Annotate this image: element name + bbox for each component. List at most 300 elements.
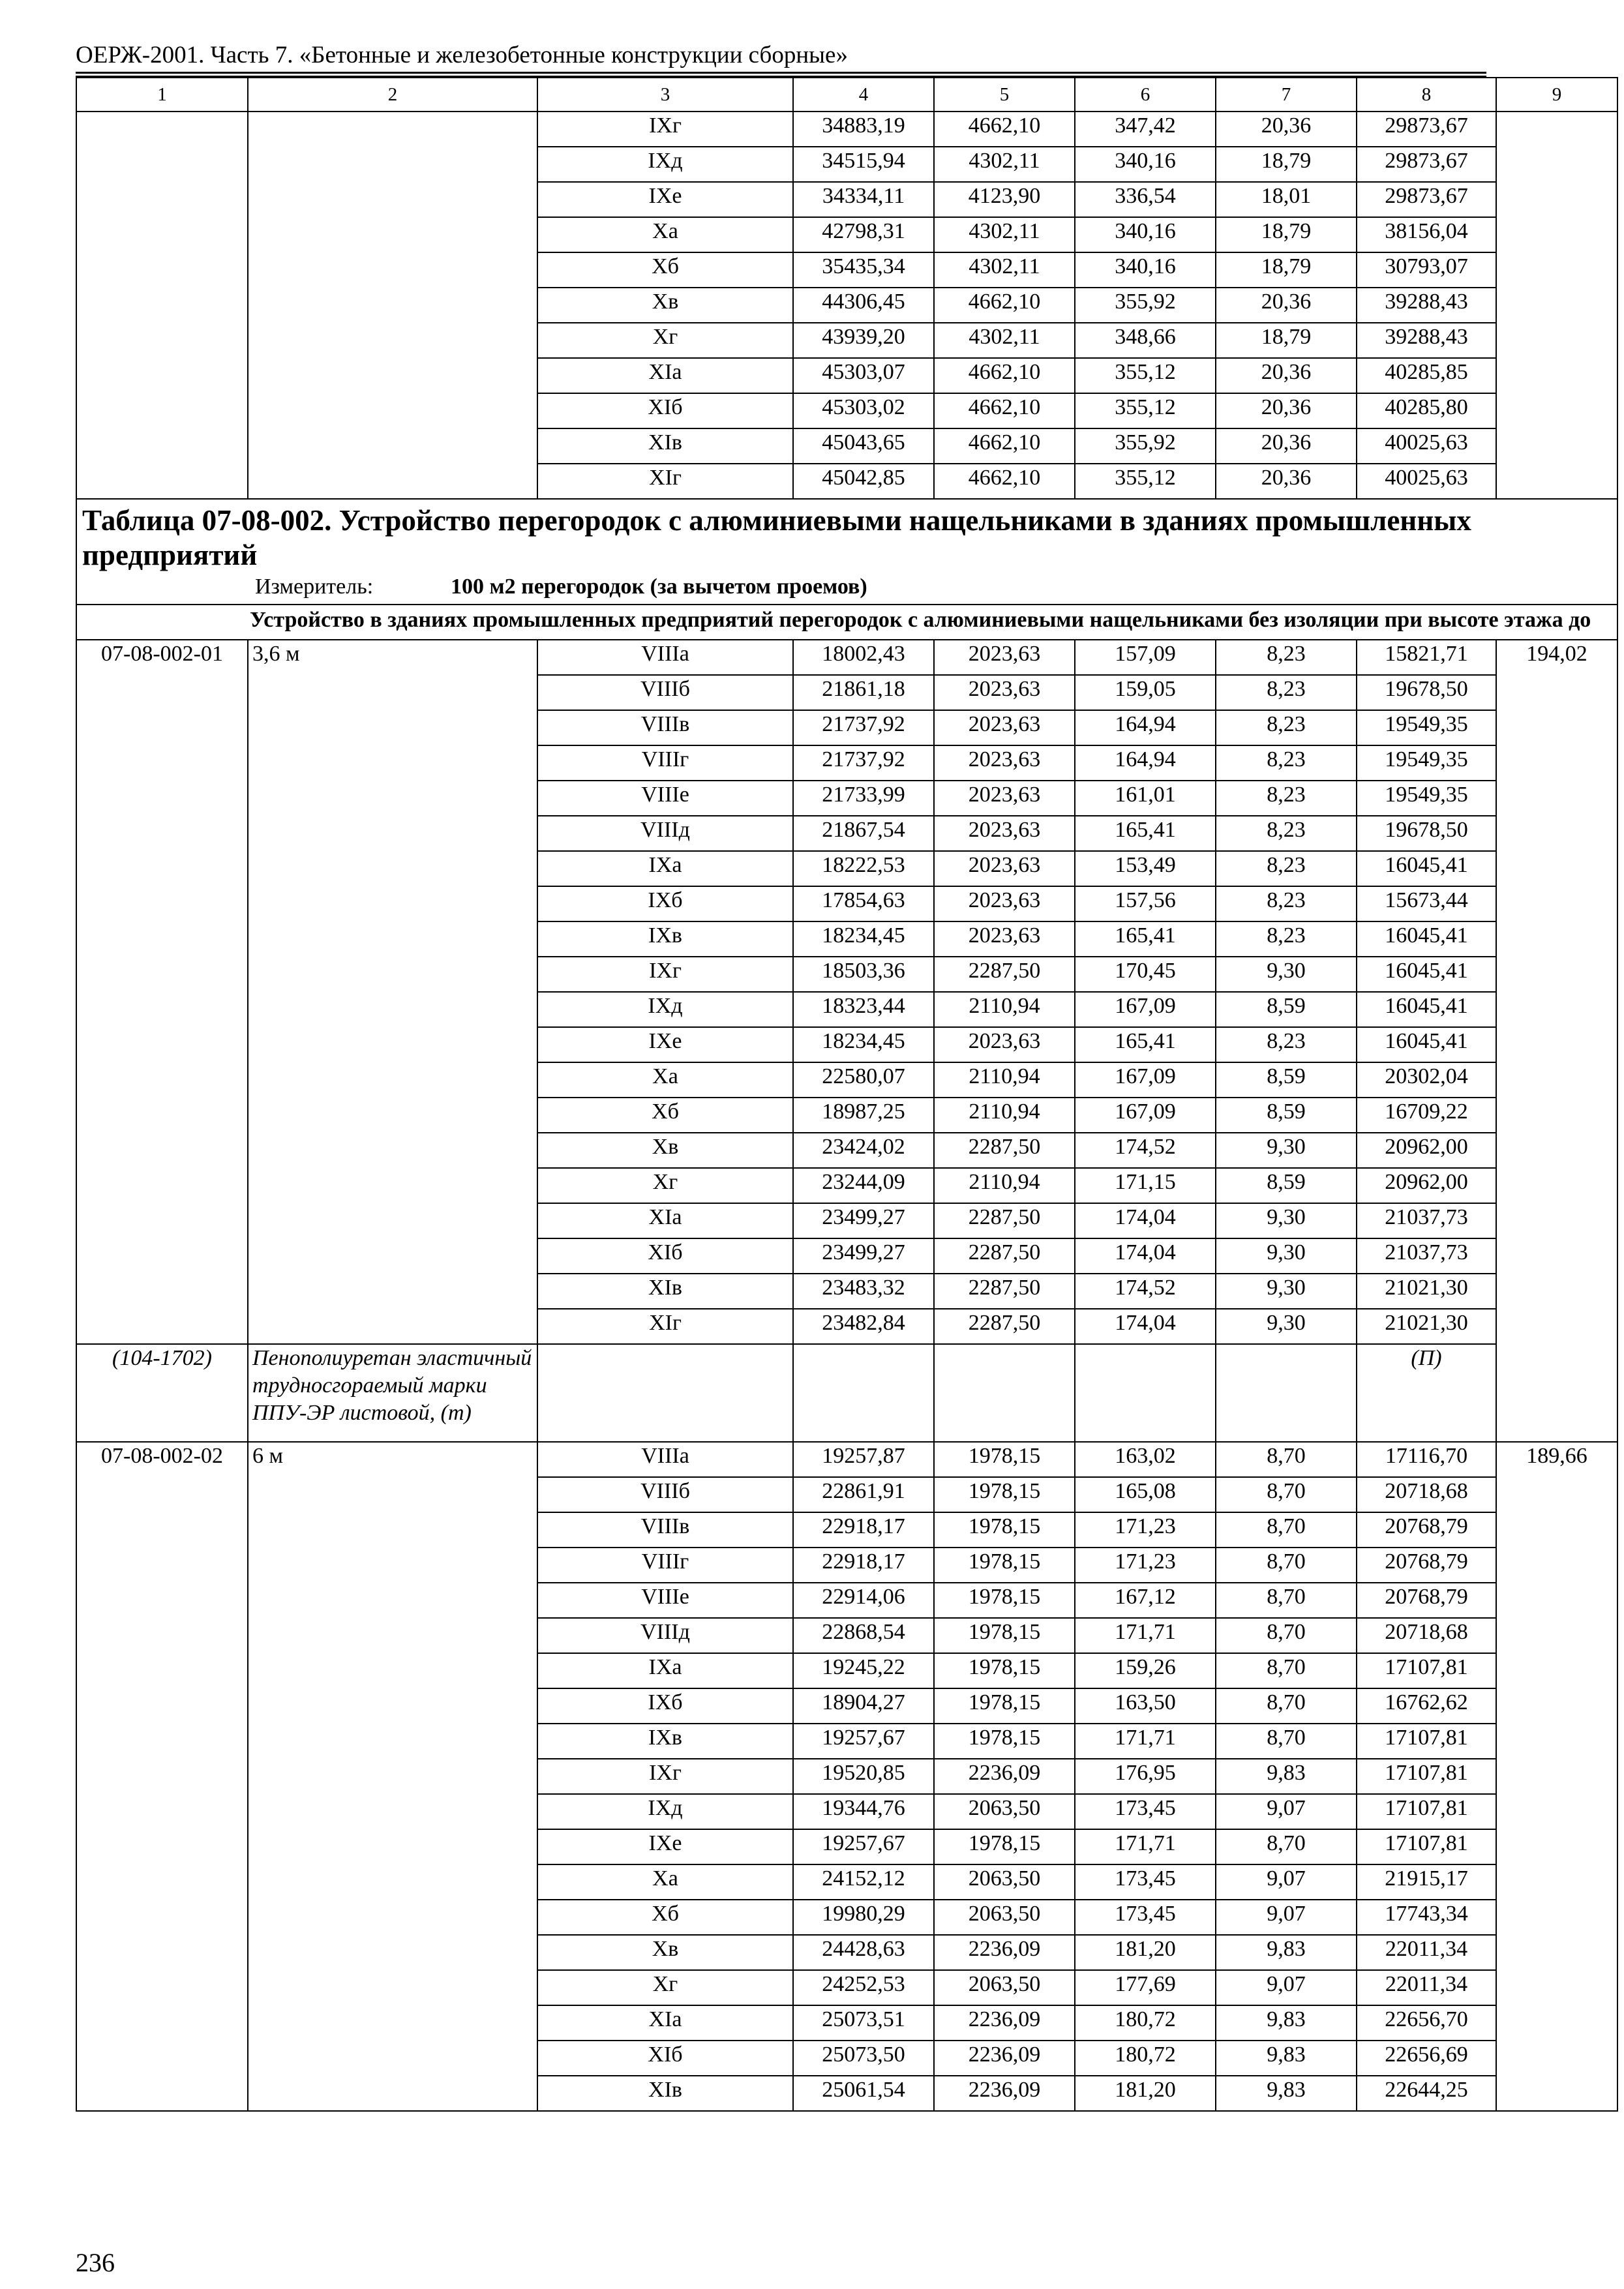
value-cell: 18,01	[1216, 182, 1357, 217]
name-cell-empty	[248, 710, 537, 745]
value-cell: 159,26	[1075, 1653, 1216, 1688]
value-cell: 19245,22	[793, 1653, 934, 1688]
value-cell: 18002,43	[793, 640, 934, 675]
value-cell: 4302,11	[934, 147, 1075, 182]
column-number: 5	[934, 78, 1075, 112]
value-cell: 8,59	[1216, 992, 1357, 1027]
value-cell: 19257,67	[793, 1829, 934, 1864]
zone-cell: IXг	[537, 1759, 793, 1794]
value-cell: 20,36	[1216, 288, 1357, 323]
table-row	[76, 992, 1617, 1027]
value-cell: 174,04	[1075, 1309, 1216, 1344]
name-cell-empty	[248, 992, 537, 1027]
value-cell: 171,71	[1075, 1724, 1216, 1759]
zone-cell: Xг	[537, 323, 793, 358]
measure-label: Измеритель:	[255, 575, 374, 599]
value-cell: 44306,45	[793, 288, 934, 323]
value-cell: 21021,30	[1357, 1274, 1496, 1309]
value-cell: 9,83	[1216, 2076, 1357, 2111]
value-cell: 40025,63	[1357, 428, 1496, 464]
value-cell: 20962,00	[1357, 1168, 1496, 1203]
code-cell-empty	[76, 1168, 248, 1203]
value-cell: 22580,07	[793, 1062, 934, 1098]
zone-cell: VIIIб	[537, 675, 793, 710]
value-cell: 20,36	[1216, 464, 1357, 499]
zone-cell: Xб	[537, 1900, 793, 1935]
material-col8: (П)	[1357, 1344, 1496, 1442]
value-cell: 8,70	[1216, 1618, 1357, 1653]
zone-cell: XIв	[537, 428, 793, 464]
code-cell-empty	[76, 957, 248, 992]
zone-cell: XIб	[537, 2041, 793, 2076]
value-cell: 34883,19	[793, 112, 934, 147]
item-col9: 189,66	[1496, 1442, 1617, 2111]
value-cell: 34515,94	[793, 147, 934, 182]
table-row	[76, 921, 1617, 957]
value-cell: 4302,11	[934, 217, 1075, 252]
value-cell: 347,42	[1075, 112, 1216, 147]
value-cell: 2287,50	[934, 1238, 1075, 1274]
value-cell: 8,59	[1216, 1098, 1357, 1133]
value-cell: 4662,10	[934, 112, 1075, 147]
value-cell: 22011,34	[1357, 1935, 1496, 1970]
value-cell: 19520,85	[793, 1759, 934, 1794]
value-cell: 29873,67	[1357, 182, 1496, 217]
value-cell: 2236,09	[934, 2005, 1075, 2041]
table-row	[76, 957, 1617, 992]
value-cell: 2110,94	[934, 1098, 1075, 1133]
code-cell-empty	[76, 816, 248, 851]
value-cell: 18904,27	[793, 1688, 934, 1724]
value-cell: 2023,63	[934, 851, 1075, 886]
name-cell-empty	[248, 886, 537, 921]
name-cell-empty	[248, 816, 537, 851]
zone-cell: VIIIе	[537, 1583, 793, 1618]
value-cell: 159,05	[1075, 675, 1216, 710]
column-number: 7	[1216, 78, 1357, 112]
value-cell: 2287,50	[934, 1203, 1075, 1238]
value-cell: 9,30	[1216, 1133, 1357, 1168]
table-row	[76, 1168, 1617, 1203]
zone-cell: VIIIд	[537, 816, 793, 851]
code-cell-empty	[76, 745, 248, 781]
value-cell: 1978,15	[934, 1583, 1075, 1618]
value-cell: 2023,63	[934, 886, 1075, 921]
value-cell: 15821,71	[1357, 640, 1496, 675]
value-cell: 17107,81	[1357, 1653, 1496, 1688]
zone-cell: IXд	[537, 992, 793, 1027]
value-cell: 17107,81	[1357, 1829, 1496, 1864]
value-cell: 8,70	[1216, 1442, 1357, 1477]
value-cell: 39288,43	[1357, 323, 1496, 358]
zone-cell: VIIIг	[537, 1548, 793, 1583]
value-cell: 20302,04	[1357, 1062, 1496, 1098]
value-cell: 355,12	[1075, 393, 1216, 428]
value-cell: 43939,20	[793, 323, 934, 358]
value-cell: 8,70	[1216, 1583, 1357, 1618]
value-cell: 17854,63	[793, 886, 934, 921]
value-cell: 22656,69	[1357, 2041, 1496, 2076]
item-code: 07-08-002-02	[76, 1442, 248, 2111]
value-cell: 9,83	[1216, 1759, 1357, 1794]
name-cell-empty	[248, 1203, 537, 1238]
name-cell-empty	[248, 1274, 537, 1309]
value-cell: 21037,73	[1357, 1238, 1496, 1274]
value-cell: 23482,84	[793, 1309, 934, 1344]
column-number: 9	[1496, 78, 1617, 112]
value-cell: 25061,54	[793, 2076, 934, 2111]
value-cell: 177,69	[1075, 1970, 1216, 2005]
value-cell: 9,83	[1216, 1935, 1357, 1970]
value-cell: 18222,53	[793, 851, 934, 886]
value-cell: 23499,27	[793, 1238, 934, 1274]
value-cell: 19678,50	[1357, 675, 1496, 710]
value-cell: 20768,79	[1357, 1548, 1496, 1583]
value-cell: 8,70	[1216, 1688, 1357, 1724]
material-empty-cell	[793, 1344, 934, 1442]
value-cell: 355,12	[1075, 358, 1216, 393]
value-cell: 23424,02	[793, 1133, 934, 1168]
code-cell-empty	[76, 992, 248, 1027]
zone-cell: IXд	[537, 1794, 793, 1829]
value-cell: 18323,44	[793, 992, 934, 1027]
material-empty-cell	[1216, 1344, 1357, 1442]
value-cell: 355,92	[1075, 428, 1216, 464]
name-cell-empty	[248, 781, 537, 816]
name-cell-empty	[248, 1238, 537, 1274]
value-cell: 18987,25	[793, 1098, 934, 1133]
value-cell: 174,04	[1075, 1238, 1216, 1274]
value-cell: 8,23	[1216, 745, 1357, 781]
zone-cell: IXе	[537, 1027, 793, 1062]
value-cell: 20718,68	[1357, 1618, 1496, 1653]
measure-value: 100 м2 перегородок (за вычетом проемов)	[451, 575, 867, 599]
value-cell: 18234,45	[793, 921, 934, 957]
value-cell: 9,07	[1216, 1864, 1357, 1900]
value-cell: 22861,91	[793, 1477, 934, 1512]
value-cell: 165,41	[1075, 816, 1216, 851]
value-cell: 17743,34	[1357, 1900, 1496, 1935]
material-code: (104-1702)	[76, 1344, 248, 1442]
value-cell: 355,12	[1075, 464, 1216, 499]
value-cell: 355,92	[1075, 288, 1216, 323]
value-cell: 174,52	[1075, 1274, 1216, 1309]
value-cell: 20,36	[1216, 428, 1357, 464]
code-cell-empty	[76, 1027, 248, 1062]
value-cell: 176,95	[1075, 1759, 1216, 1794]
material-empty-cell	[537, 1344, 793, 1442]
item-name: 6 м	[248, 1442, 537, 2111]
value-cell: 9,83	[1216, 2041, 1357, 2076]
value-cell: 19678,50	[1357, 816, 1496, 851]
value-cell: 21021,30	[1357, 1309, 1496, 1344]
zone-cell: VIIIв	[537, 710, 793, 745]
value-cell: 181,20	[1075, 2076, 1216, 2111]
value-cell: 16762,62	[1357, 1688, 1496, 1724]
value-cell: 30793,07	[1357, 252, 1496, 288]
value-cell: 2023,63	[934, 781, 1075, 816]
section-description-row	[76, 605, 1617, 640]
value-cell: 15673,44	[1357, 886, 1496, 921]
value-cell: 2023,63	[934, 640, 1075, 675]
table-title: Таблица 07-08-002. Устройство перегородок с алюминиевыми нащельниками в зданиях промышленных предприятий	[82, 504, 1471, 571]
value-cell: 336,54	[1075, 182, 1216, 217]
code-cell-empty	[76, 1274, 248, 1309]
table-row	[76, 1238, 1617, 1274]
code-cell-empty	[76, 1203, 248, 1238]
value-cell: 181,20	[1075, 1935, 1216, 1970]
value-cell: 165,41	[1075, 1027, 1216, 1062]
value-cell: 2023,63	[934, 921, 1075, 957]
value-cell: 2287,50	[934, 1309, 1075, 1344]
value-cell: 8,70	[1216, 1548, 1357, 1583]
value-cell: 19344,76	[793, 1794, 934, 1829]
zone-cell: VIIIд	[537, 1618, 793, 1653]
value-cell: 8,23	[1216, 781, 1357, 816]
value-cell: 40025,63	[1357, 464, 1496, 499]
value-cell: 21737,92	[793, 745, 934, 781]
item-code: 07-08-002-01	[76, 640, 248, 675]
value-cell: 173,45	[1075, 1900, 1216, 1935]
value-cell: 2023,63	[934, 816, 1075, 851]
column-number: 2	[248, 78, 537, 112]
item-name: 3,6 м	[248, 640, 537, 675]
value-cell: 16709,22	[1357, 1098, 1496, 1133]
zone-cell: IXа	[537, 851, 793, 886]
value-cell: 2110,94	[934, 1168, 1075, 1203]
value-cell: 40285,85	[1357, 358, 1496, 393]
table-row	[76, 1027, 1617, 1062]
value-cell: 8,23	[1216, 640, 1357, 675]
value-cell: 340,16	[1075, 252, 1216, 288]
code-cell-empty	[76, 112, 248, 499]
value-cell: 171,15	[1075, 1168, 1216, 1203]
column-number: 3	[537, 78, 793, 112]
value-cell: 22656,70	[1357, 2005, 1496, 2041]
value-cell: 2023,63	[934, 675, 1075, 710]
zone-cell: XIг	[537, 464, 793, 499]
value-cell: 161,01	[1075, 781, 1216, 816]
value-cell: 174,04	[1075, 1203, 1216, 1238]
table-row	[76, 1309, 1617, 1344]
zone-cell: VIIIв	[537, 1512, 793, 1548]
zone-cell: IXе	[537, 1829, 793, 1864]
zone-cell: IXе	[537, 182, 793, 217]
value-cell: 16045,41	[1357, 992, 1496, 1027]
value-cell: 164,94	[1075, 745, 1216, 781]
value-cell: 1978,15	[934, 1442, 1075, 1477]
value-cell: 165,41	[1075, 921, 1216, 957]
zone-cell: IXб	[537, 886, 793, 921]
value-cell: 23483,32	[793, 1274, 934, 1309]
value-cell: 34334,11	[793, 182, 934, 217]
value-cell: 163,02	[1075, 1442, 1216, 1477]
name-cell-empty	[248, 1168, 537, 1203]
value-cell: 2236,09	[934, 2041, 1075, 2076]
table-row	[76, 1203, 1617, 1238]
value-cell: 9,07	[1216, 1970, 1357, 2005]
value-cell: 2110,94	[934, 1062, 1075, 1098]
code-cell-empty	[76, 851, 248, 886]
value-cell: 29873,67	[1357, 147, 1496, 182]
value-cell: 35435,34	[793, 252, 934, 288]
name-cell-empty	[248, 1309, 537, 1344]
value-cell: 9,30	[1216, 1309, 1357, 1344]
value-cell: 171,23	[1075, 1512, 1216, 1548]
value-cell: 1978,15	[934, 1829, 1075, 1864]
value-cell: 16045,41	[1357, 1027, 1496, 1062]
value-cell: 8,59	[1216, 1062, 1357, 1098]
value-cell: 22914,06	[793, 1583, 934, 1618]
value-cell: 348,66	[1075, 323, 1216, 358]
value-cell: 20962,00	[1357, 1133, 1496, 1168]
value-cell: 17107,81	[1357, 1794, 1496, 1829]
value-cell: 23244,09	[793, 1168, 934, 1203]
value-cell: 19549,35	[1357, 745, 1496, 781]
value-cell: 2023,63	[934, 745, 1075, 781]
value-cell: 22011,34	[1357, 1970, 1496, 2005]
value-cell: 19257,87	[793, 1442, 934, 1477]
value-cell: 1978,15	[934, 1724, 1075, 1759]
value-cell: 24428,63	[793, 1935, 934, 1970]
value-cell: 2023,63	[934, 710, 1075, 745]
value-cell: 174,52	[1075, 1133, 1216, 1168]
column-number: 6	[1075, 78, 1216, 112]
zone-cell: Xв	[537, 1935, 793, 1970]
value-cell: 19549,35	[1357, 781, 1496, 816]
value-cell: 25073,51	[793, 2005, 934, 2041]
zone-cell: IXа	[537, 1653, 793, 1688]
name-cell-empty	[248, 745, 537, 781]
zone-cell: Xа	[537, 1062, 793, 1098]
zone-cell: XIа	[537, 358, 793, 393]
value-cell: 8,70	[1216, 1829, 1357, 1864]
value-cell: 18,79	[1216, 323, 1357, 358]
section-description: Устройство в зданиях промышленных предприятий перегородок с алюминиевыми нащельниками без изоляции при высоте этажа до	[76, 605, 1617, 640]
zone-cell: Xб	[537, 252, 793, 288]
value-cell: 8,70	[1216, 1653, 1357, 1688]
value-cell: 17116,70	[1357, 1442, 1496, 1477]
zone-cell: IXв	[537, 1724, 793, 1759]
name-cell-empty	[248, 957, 537, 992]
value-cell: 1978,15	[934, 1618, 1075, 1653]
zone-cell: VIIIе	[537, 781, 793, 816]
value-cell: 2236,09	[934, 2076, 1075, 2111]
table-row	[76, 1098, 1617, 1133]
value-cell: 9,30	[1216, 1203, 1357, 1238]
value-cell: 8,23	[1216, 921, 1357, 957]
value-cell: 8,23	[1216, 851, 1357, 886]
zone-cell: XIа	[537, 1203, 793, 1238]
value-cell: 8,23	[1216, 1027, 1357, 1062]
value-cell: 340,16	[1075, 147, 1216, 182]
zone-cell: XIг	[537, 1309, 793, 1344]
table-row	[76, 675, 1617, 710]
name-cell-empty	[248, 675, 537, 710]
name-cell-empty	[248, 1062, 537, 1098]
value-cell: 340,16	[1075, 217, 1216, 252]
value-cell: 19549,35	[1357, 710, 1496, 745]
value-cell: 9,83	[1216, 2005, 1357, 2041]
zone-cell: XIв	[537, 1274, 793, 1309]
value-cell: 18503,36	[793, 957, 934, 992]
zone-cell: Xб	[537, 1098, 793, 1133]
value-cell: 22918,17	[793, 1548, 934, 1583]
value-cell: 22918,17	[793, 1512, 934, 1548]
code-cell-empty	[76, 781, 248, 816]
value-cell: 173,45	[1075, 1864, 1216, 1900]
table-row	[76, 710, 1617, 745]
value-cell: 4302,11	[934, 323, 1075, 358]
table-body	[76, 78, 1617, 2111]
zone-cell: IXд	[537, 147, 793, 182]
value-cell: 167,09	[1075, 1062, 1216, 1098]
value-cell: 20718,68	[1357, 1477, 1496, 1512]
value-cell: 9,07	[1216, 1900, 1357, 1935]
zone-cell: XIв	[537, 2076, 793, 2111]
value-cell: 20768,79	[1357, 1512, 1496, 1548]
value-cell: 2110,94	[934, 992, 1075, 1027]
value-cell: 45043,65	[793, 428, 934, 464]
page-number: 236	[76, 2248, 115, 2277]
zone-cell: IXв	[537, 921, 793, 957]
table-title-row	[76, 499, 1617, 605]
value-cell: 4662,10	[934, 428, 1075, 464]
zone-cell: IXб	[537, 1688, 793, 1724]
name-cell-empty	[248, 851, 537, 886]
value-cell: 8,23	[1216, 710, 1357, 745]
value-cell: 39288,43	[1357, 288, 1496, 323]
value-cell: 1978,15	[934, 1548, 1075, 1583]
material-row	[76, 1344, 1617, 1442]
value-cell: 18,79	[1216, 147, 1357, 182]
value-cell: 2023,63	[934, 1027, 1075, 1062]
column-number-row	[76, 78, 1617, 112]
value-cell: 8,59	[1216, 1168, 1357, 1203]
zone-cell: VIIIб	[537, 1477, 793, 1512]
value-cell: 19257,67	[793, 1724, 934, 1759]
code-cell-empty	[76, 1309, 248, 1344]
zone-cell: VIIIг	[537, 745, 793, 781]
value-cell: 157,09	[1075, 640, 1216, 675]
col9-cell-empty	[1496, 112, 1617, 499]
value-cell: 1978,15	[934, 1688, 1075, 1724]
zone-cell: XIа	[537, 2005, 793, 2041]
header-rule	[76, 72, 1486, 74]
zone-cell: IXг	[537, 112, 793, 147]
value-cell: 171,71	[1075, 1829, 1216, 1864]
value-cell: 8,23	[1216, 675, 1357, 710]
value-cell: 153,49	[1075, 851, 1216, 886]
zone-cell: Xв	[537, 288, 793, 323]
value-cell: 2287,50	[934, 957, 1075, 992]
column-number: 1	[76, 78, 248, 112]
zone-cell: Xг	[537, 1970, 793, 2005]
value-cell: 180,72	[1075, 2041, 1216, 2076]
zone-cell: XIб	[537, 1238, 793, 1274]
value-cell: 18234,45	[793, 1027, 934, 1062]
material-name: Пенополиуретан эластичный трудносгораемый марки ППУ-ЭР листовой, (т)	[248, 1344, 537, 1442]
value-cell: 2063,50	[934, 1970, 1075, 2005]
table-title-cell	[76, 499, 1617, 605]
column-number: 8	[1357, 78, 1496, 112]
value-cell: 21867,54	[793, 816, 934, 851]
value-cell: 4662,10	[934, 393, 1075, 428]
value-cell: 2236,09	[934, 1759, 1075, 1794]
value-cell: 22644,25	[1357, 2076, 1496, 2111]
code-cell-empty	[76, 1062, 248, 1098]
price-table	[76, 77, 1618, 2112]
